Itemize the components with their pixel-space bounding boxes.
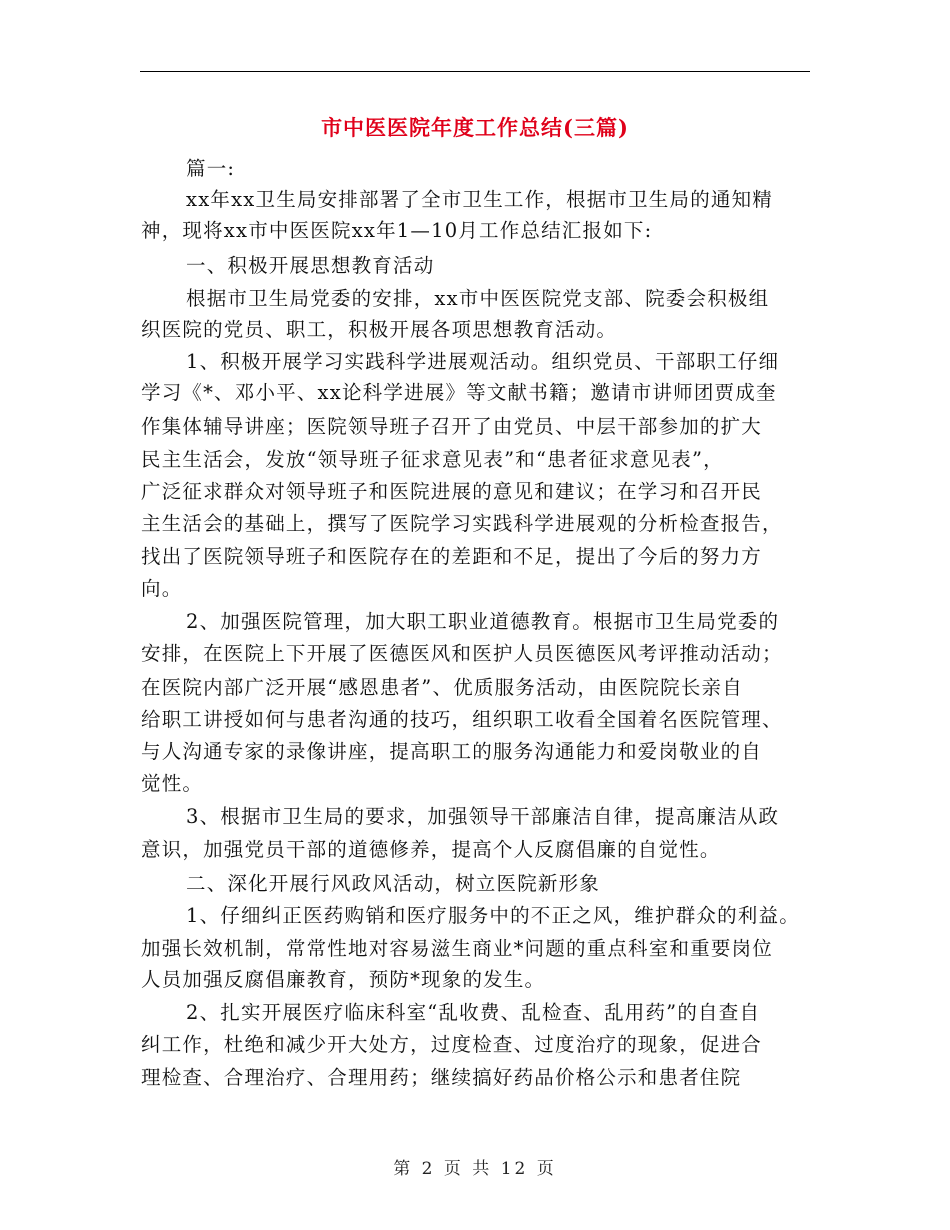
text-line: 2、加强医院管理，加大职工职业道德教育。根据市卫生局党委的 xyxy=(186,610,780,633)
text-line: 民主生活会，发放“领导班子征求意见表”和“患者征求意见表”， xyxy=(141,448,724,471)
text-line: 2、扎实开展医疗临床科室“乱收费、乱检查、乱用药”的自查自 xyxy=(186,1001,761,1024)
text-line: 意识，加强党员干部的道德修养，提高个人反腐倡廉的自觉性。 xyxy=(141,838,721,861)
text-line: 篇一: xyxy=(186,157,236,180)
text-line: 觉性。 xyxy=(141,772,204,795)
document-title: 市中医医院年度工作总结(三篇) xyxy=(321,115,629,140)
text-line: 加强长效机制，常常性地对容易滋生商业*问题的重点科室和重要岗位 xyxy=(141,937,773,960)
text-line: 广泛征求群众对领导班子和医院进展的意见和建议；在学习和召开民 xyxy=(141,480,763,503)
text-line: 根据市卫生局党委的安排，xx市中医医院党支部、院委会积极组 xyxy=(186,287,770,310)
section-heading: 二、深化开展行风政风活动，树立医院新形象 xyxy=(186,872,601,895)
text-line: 向。 xyxy=(141,577,183,600)
text-line: 主生活会的基础上，撰写了医院学习实践科学进展观的分析检查报告， xyxy=(141,512,783,535)
text-line: 织医院的党员、职工，积极开展各项思想教育活动。 xyxy=(141,318,618,341)
text-line: 学习《*、邓小平、xx论科学进展》等文献书籍；邀请市讲师团贾成奎 xyxy=(141,381,777,404)
text-line: xx年xx卫生局安排部署了全市卫生工作，根据市卫生局的通知精 xyxy=(186,188,773,211)
section-heading: 一、积极开展思想教育活动 xyxy=(186,254,435,277)
header-rule xyxy=(140,71,810,72)
text-line: 找出了医院领导班子和医院存在的差距和不足，提出了今后的努力方 xyxy=(141,545,763,568)
text-line: 给职工讲授如何与患者沟通的技巧，组织职工收看全国着名医院管理、 xyxy=(141,708,783,731)
text-line: 神，现将xx市中医医院xx年1—10月工作总结汇报如下: xyxy=(141,219,653,242)
text-line: 纠工作，杜绝和减少开大处方，过度检查、过度治疗的现象，促进合 xyxy=(141,1033,763,1056)
text-line: 在医院内部广泛开展“感恩患者”、优质服务活动，由医院院长亲自 xyxy=(141,676,743,699)
text-line: 1、仔细纠正医药购销和医疗服务中的不正之风，维护群众的利益。 xyxy=(186,904,800,927)
text-line: 理检查、合理治疗、合理用药；继续搞好药品价格公示和患者住院 xyxy=(141,1066,742,1089)
text-line: 作集体辅导讲座；医院领导班子召开了由党员、中层干部参加的扩大 xyxy=(141,415,763,438)
page-number: 第 2 页 共 12 页 xyxy=(393,1159,557,1179)
text-line: 1、积极开展学习实践科学进展观活动。组织党员、干部职工仔细 xyxy=(186,350,780,373)
text-line: 人员加强反腐倡廉教育，预防*现象的发生。 xyxy=(141,968,546,991)
text-line: 安排，在医院上下开展了医德医风和医护人员医德医风考评推动活动； xyxy=(141,642,783,665)
text-line: 3、根据市卫生局的要求，加强领导干部廉洁自律，提高廉洁从政 xyxy=(186,805,780,828)
text-line: 与人沟通专家的录像讲座，提高职工的服务沟通能力和爱岗敬业的自 xyxy=(141,740,763,763)
